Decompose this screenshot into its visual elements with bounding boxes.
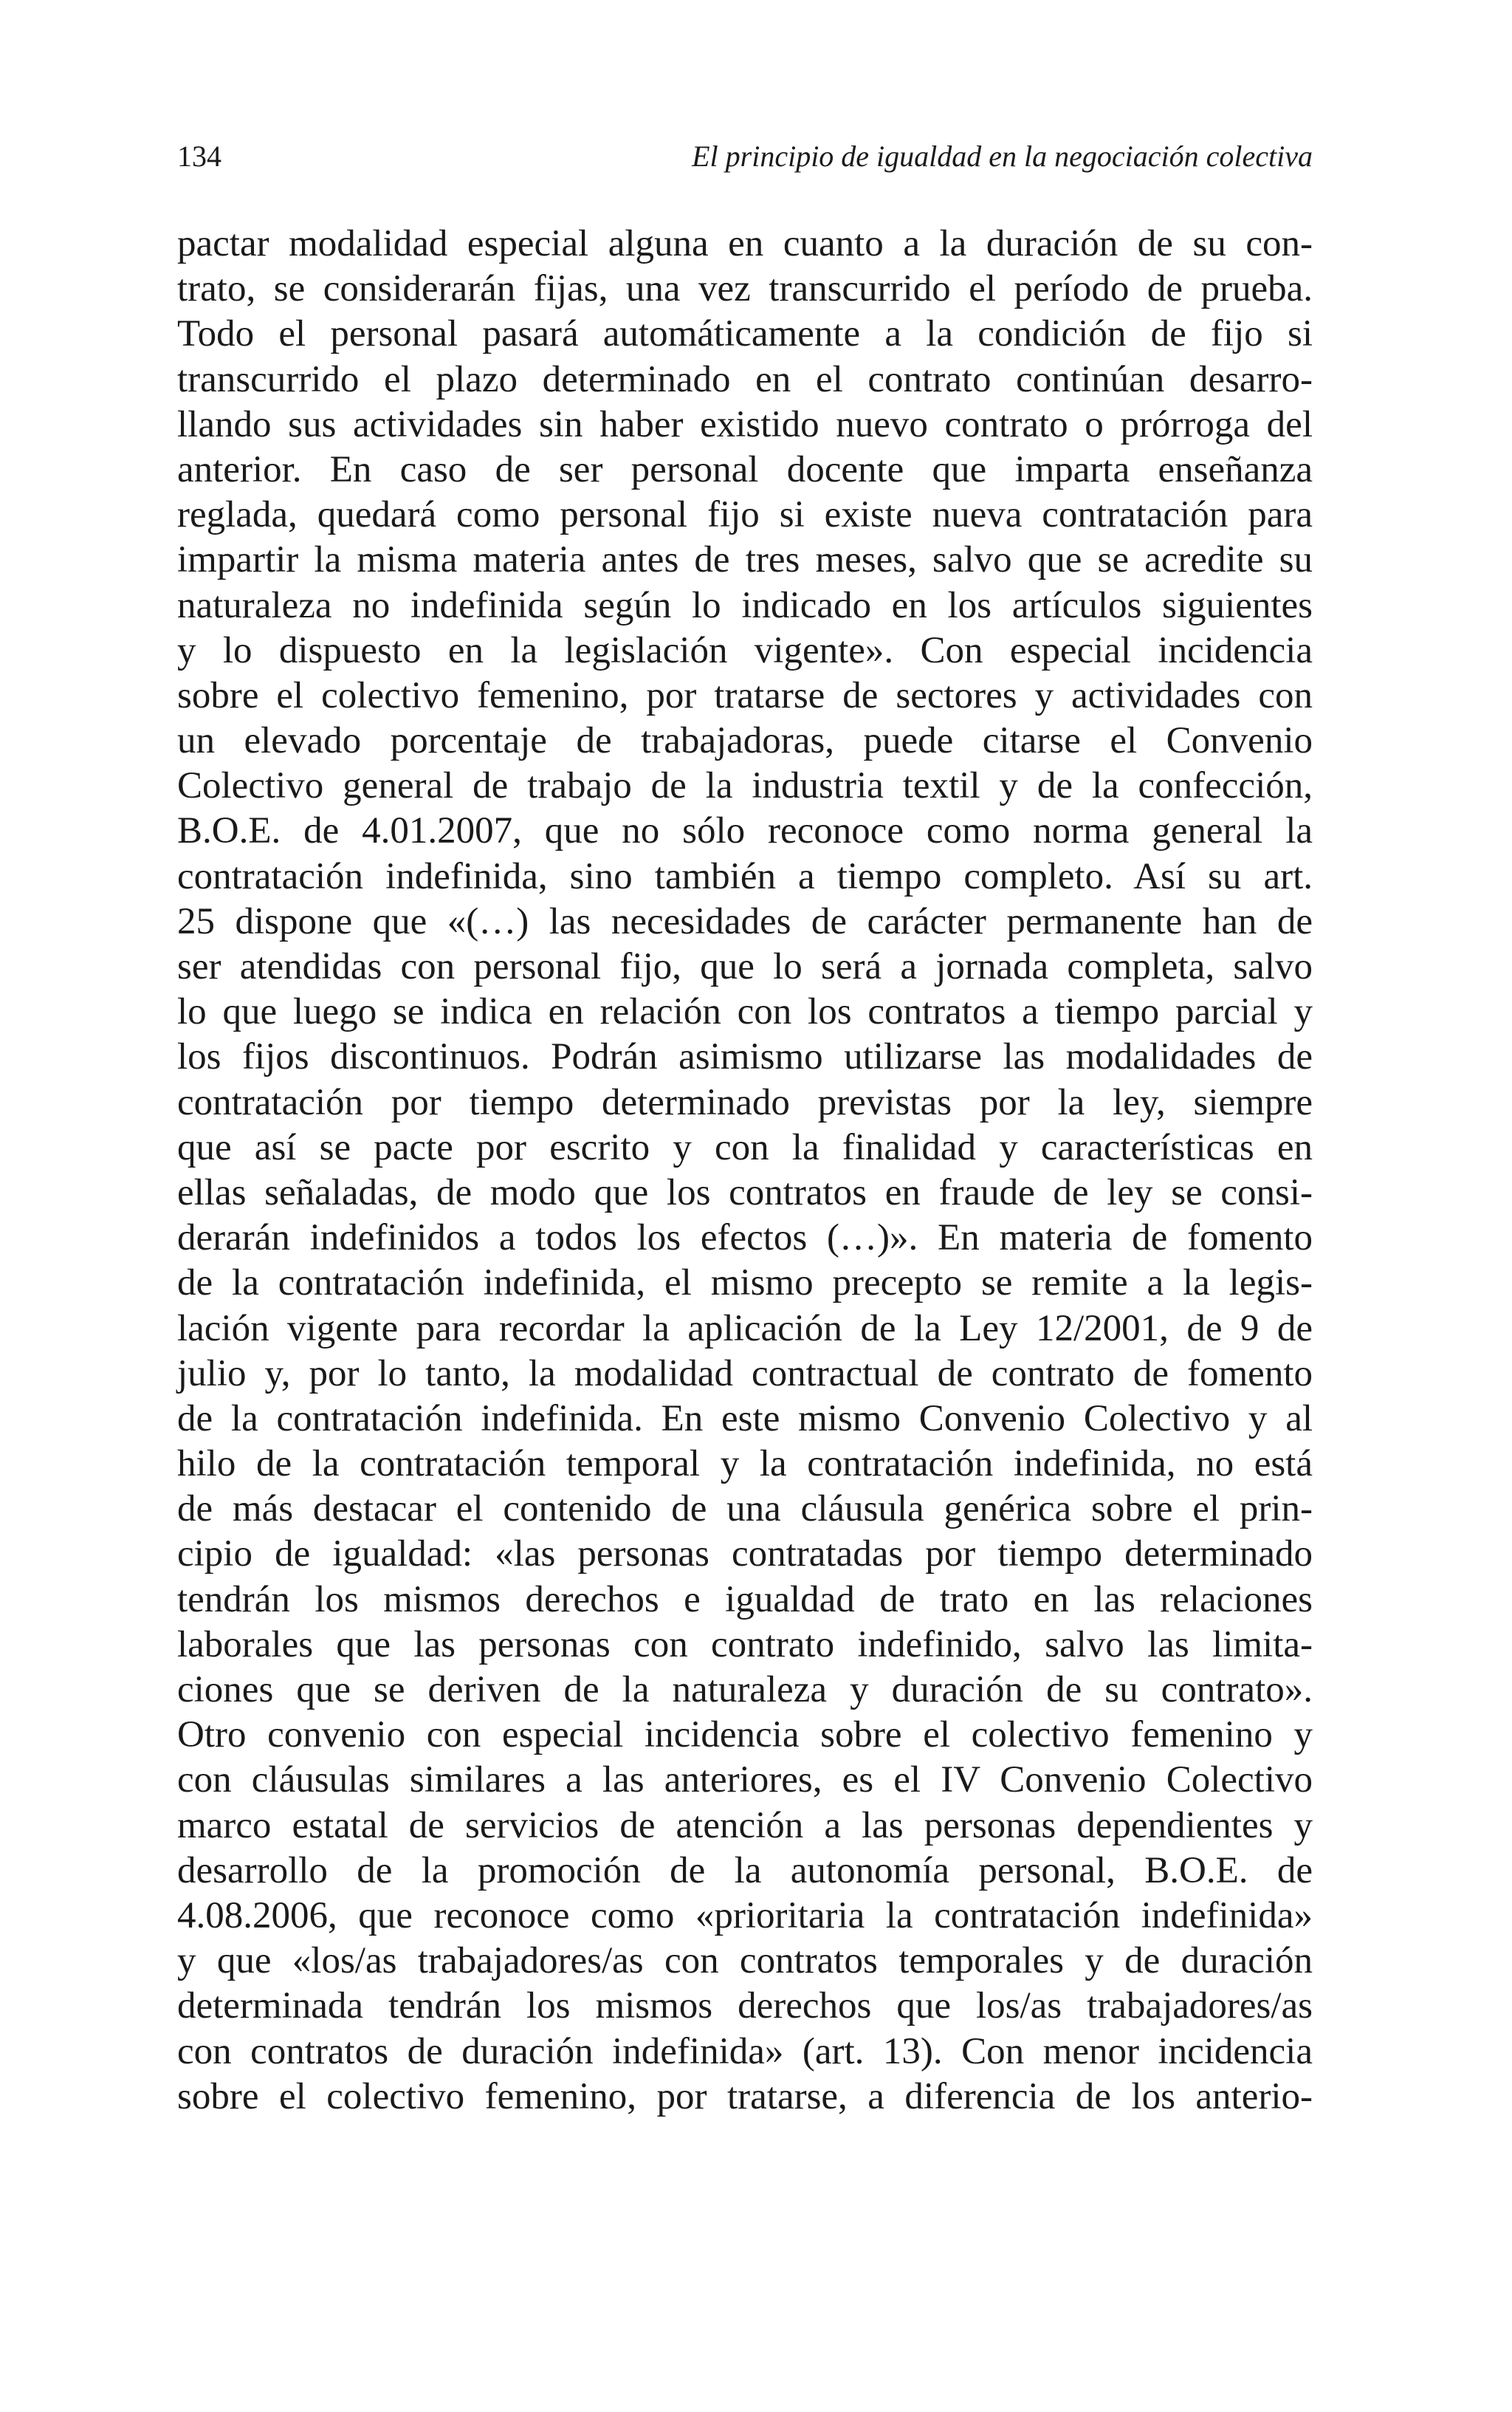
text-line: ser atendidas con personal fijo, que lo será a jornada completa, salvo xyxy=(177,946,1313,987)
text-line: contratación por tiempo determinado previstas por la ley, siempre xyxy=(177,1081,1313,1123)
text-line: lación vigente para recordar la aplicación de la Ley 12/2001, de 9 de xyxy=(177,1307,1313,1349)
text-line: de la contratación indefinida, el mismo precepto se remite a la legis- xyxy=(177,1262,1313,1304)
text-line: Colectivo general de trabajo de la industria textil y de la confección, xyxy=(177,765,1313,807)
text-line: sobre el colectivo femenino, por tratarse de sectores y actividades con xyxy=(177,674,1313,716)
text-line: marco estatal de servicios de atención a las personas dependientes y xyxy=(177,1804,1313,1846)
text-line: derarán indefinidos a todos los efectos (…)». En materia de fomento xyxy=(177,1217,1313,1259)
text-line: sobre el colectivo femenino, por tratarse, a diferencia de los anterio- xyxy=(177,2075,1313,2117)
text-line: ellas señaladas, de modo que los contratos en fraude de ley se consi- xyxy=(177,1171,1313,1213)
text-line: y que «los/as trabajadores/as con contratos temporales y de duración xyxy=(177,1940,1313,1982)
text-line: 4.08.2006, que reconoce como «prioritaria la contratación indefinida» xyxy=(177,1894,1313,1936)
body-text xyxy=(177,222,1313,2120)
text-line: trato, se considerarán fijas, una vez transcurrido el período de prueba. xyxy=(177,268,1313,310)
text-line: julio y, por lo tanto, la modalidad contractual de contrato de fomento xyxy=(177,1352,1313,1394)
text-line: de más destacar el contenido de una cláusula genérica sobre el prin- xyxy=(177,1488,1313,1530)
text-line: reglada, quedará como personal fijo si existe nueva contratación para xyxy=(177,494,1313,536)
text-line: tendrán los mismos derechos e igualdad de trato en las relaciones xyxy=(177,1578,1313,1620)
text-line: un elevado porcentaje de trabajadoras, puede citarse el Convenio xyxy=(177,720,1313,762)
text-line: laborales que las personas con contrato indefinido, salvo las limita- xyxy=(177,1623,1313,1665)
text-line: pactar modalidad especial alguna en cuanto a la duración de su con- xyxy=(177,223,1313,264)
text-line: impartir la misma materia antes de tres meses, salvo que se acredite su xyxy=(177,539,1313,581)
text-line: los fijos discontinuos. Podrán asimismo utilizarse las modalidades de xyxy=(177,1036,1313,1078)
text-line: con cláusulas similares a las anteriores, es el IV Convenio Colectivo xyxy=(177,1759,1313,1801)
text-line: hilo de la contratación temporal y la contratación indefinida, no está xyxy=(177,1443,1313,1485)
text-line: 25 dispone que «(…) las necesidades de carácter permanente han de xyxy=(177,900,1313,942)
text-line: contratación indefinida, sino también a tiempo completo. Así su art. xyxy=(177,855,1313,897)
text-line: lo que luego se indica en relación con los contratos a tiempo parcial y xyxy=(177,991,1313,1033)
text-line: ciones que se deriven de la naturaleza y duración de su contrato». xyxy=(177,1669,1313,1710)
text-line: Otro convenio con especial incidencia sobre el colectivo femenino y xyxy=(177,1714,1313,1756)
text-line: que así se pacte por escrito y con la finalidad y características en xyxy=(177,1126,1313,1168)
text-line: Todo el personal pasará automáticamente a la condición de fijo si xyxy=(177,313,1313,355)
page-number: 134 xyxy=(177,140,221,173)
text-line: llando sus actividades sin haber existido nuevo contrato o prórroga del xyxy=(177,403,1313,445)
text-line: y lo dispuesto en la legislación vigente». Con especial incidencia xyxy=(177,629,1313,671)
running-title: El principio de igualdad en la negociación colectiva xyxy=(692,140,1313,173)
text-line: con contratos de duración indefinida» (art. 13). Con menor incidencia xyxy=(177,2030,1313,2072)
text-line: anterior. En caso de ser personal docente que imparta enseñanza xyxy=(177,448,1313,490)
text-line: cipio de igualdad: «las personas contratadas por tiempo determinado xyxy=(177,1533,1313,1575)
text-line: B.O.E. de 4.01.2007, que no sólo reconoce como norma general la xyxy=(177,810,1313,852)
text-line: transcurrido el plazo determinado en el contrato continúan desarro- xyxy=(177,358,1313,400)
text-line: de la contratación indefinida. En este mismo Convenio Colectivo y al xyxy=(177,1397,1313,1439)
running-head xyxy=(177,139,1313,183)
text-line: desarrollo de la promoción de la autonomía personal, B.O.E. de xyxy=(177,1849,1313,1891)
text-line: naturaleza no indefinida según lo indicado en los artículos siguientes xyxy=(177,584,1313,626)
text-line: determinada tendrán los mismos derechos que los/as trabajadores/as xyxy=(177,1985,1313,2027)
